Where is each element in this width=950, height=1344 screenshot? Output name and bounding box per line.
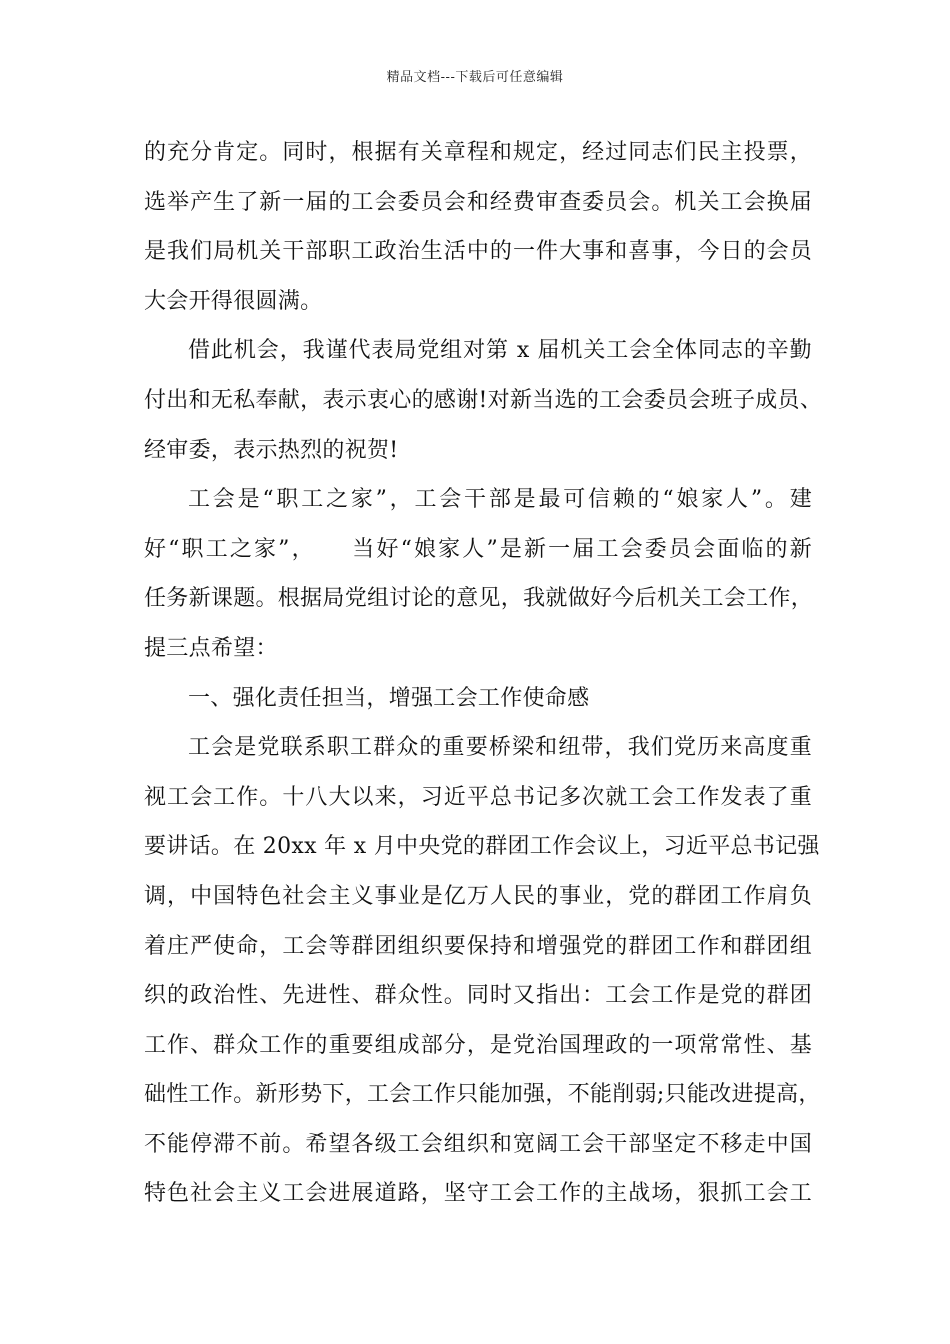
text-line: 大会开得很圆满。 (144, 288, 323, 314)
text-line: 工会是党联系职工群众的重要桥梁和纽带，我们党历来高度重 (188, 735, 812, 761)
text-line: 要讲话。在 20xx 年 x 月中央党的群团工作会议上，习近平总书记强 (144, 834, 820, 860)
text-line: 特色社会主义工会进展道路，坚守工会工作的主战场，狠抓工会工 (144, 1181, 812, 1207)
section-heading (144, 674, 812, 724)
page-header: 精品文档---下载后可任意编辑 (386, 70, 564, 85)
text-line: 工作、群众工作的重要组成部分，是党治国理政的一项常常性、基 (144, 1032, 812, 1058)
paragraph (144, 475, 812, 673)
text-line: 着庄严使命，工会等群团组织要保持和增强党的群团工作和群团组 (144, 933, 812, 959)
text-line: 提三点希望： (144, 635, 278, 661)
text-line: 付出和无私奉献，表示衷心的感谢!对新当选的工会委员会班子成员、 (144, 387, 823, 413)
text-line: 的充分肯定。同时，根据有关章程和规定，经过同志们民主投票， (144, 140, 812, 165)
text-line: 织的政治性、先进性、群众性。同时又指出：工会工作是党的群团 (144, 983, 812, 1009)
text-line: 视工会工作。十八大以来，习近平总书记多次就工会工作发表了重 (144, 784, 812, 810)
paragraph (144, 128, 812, 326)
paragraph (144, 723, 821, 1219)
text-line: 工会是“职工之家”，工会干部是最可信赖的“娘家人”。建 (188, 487, 812, 513)
text-line: 础性工作。新形势下，工会工作只能加强，不能削弱;只能改进提高， (144, 1082, 821, 1108)
text-line: 好“职工之家”， 当好“娘家人”是新一届工会委员会面临的新 (144, 536, 812, 562)
heading-line: 一、强化责任担当，增强工会工作使命感 (188, 685, 590, 711)
text-line: 经审委，表示热烈的祝贺! (144, 437, 399, 463)
text-line: 是我们局机关干部职工政治生活中的一件大事和喜事，今日的会员 (144, 239, 812, 265)
paragraph (144, 326, 823, 475)
document-body (144, 128, 823, 1219)
text-line: 不能停滞不前。希望各级工会组织和宽阔工会干部坚定不移走中国 (144, 1131, 812, 1157)
text-line: 选举产生了新一届的工会委员会和经费审查委员会。机关工会换届 (144, 189, 812, 215)
text-line: 借此机会，我谨代表局党组对第 x 届机关工会全体同志的辛勤 (188, 338, 812, 364)
text-line: 调，中国特色社会主义事业是亿万人民的事业，党的群团工作肩负 (144, 883, 812, 909)
text-line: 任务新课题。根据局党组讨论的意见，我就做好今后机关工会工作， (144, 586, 814, 612)
